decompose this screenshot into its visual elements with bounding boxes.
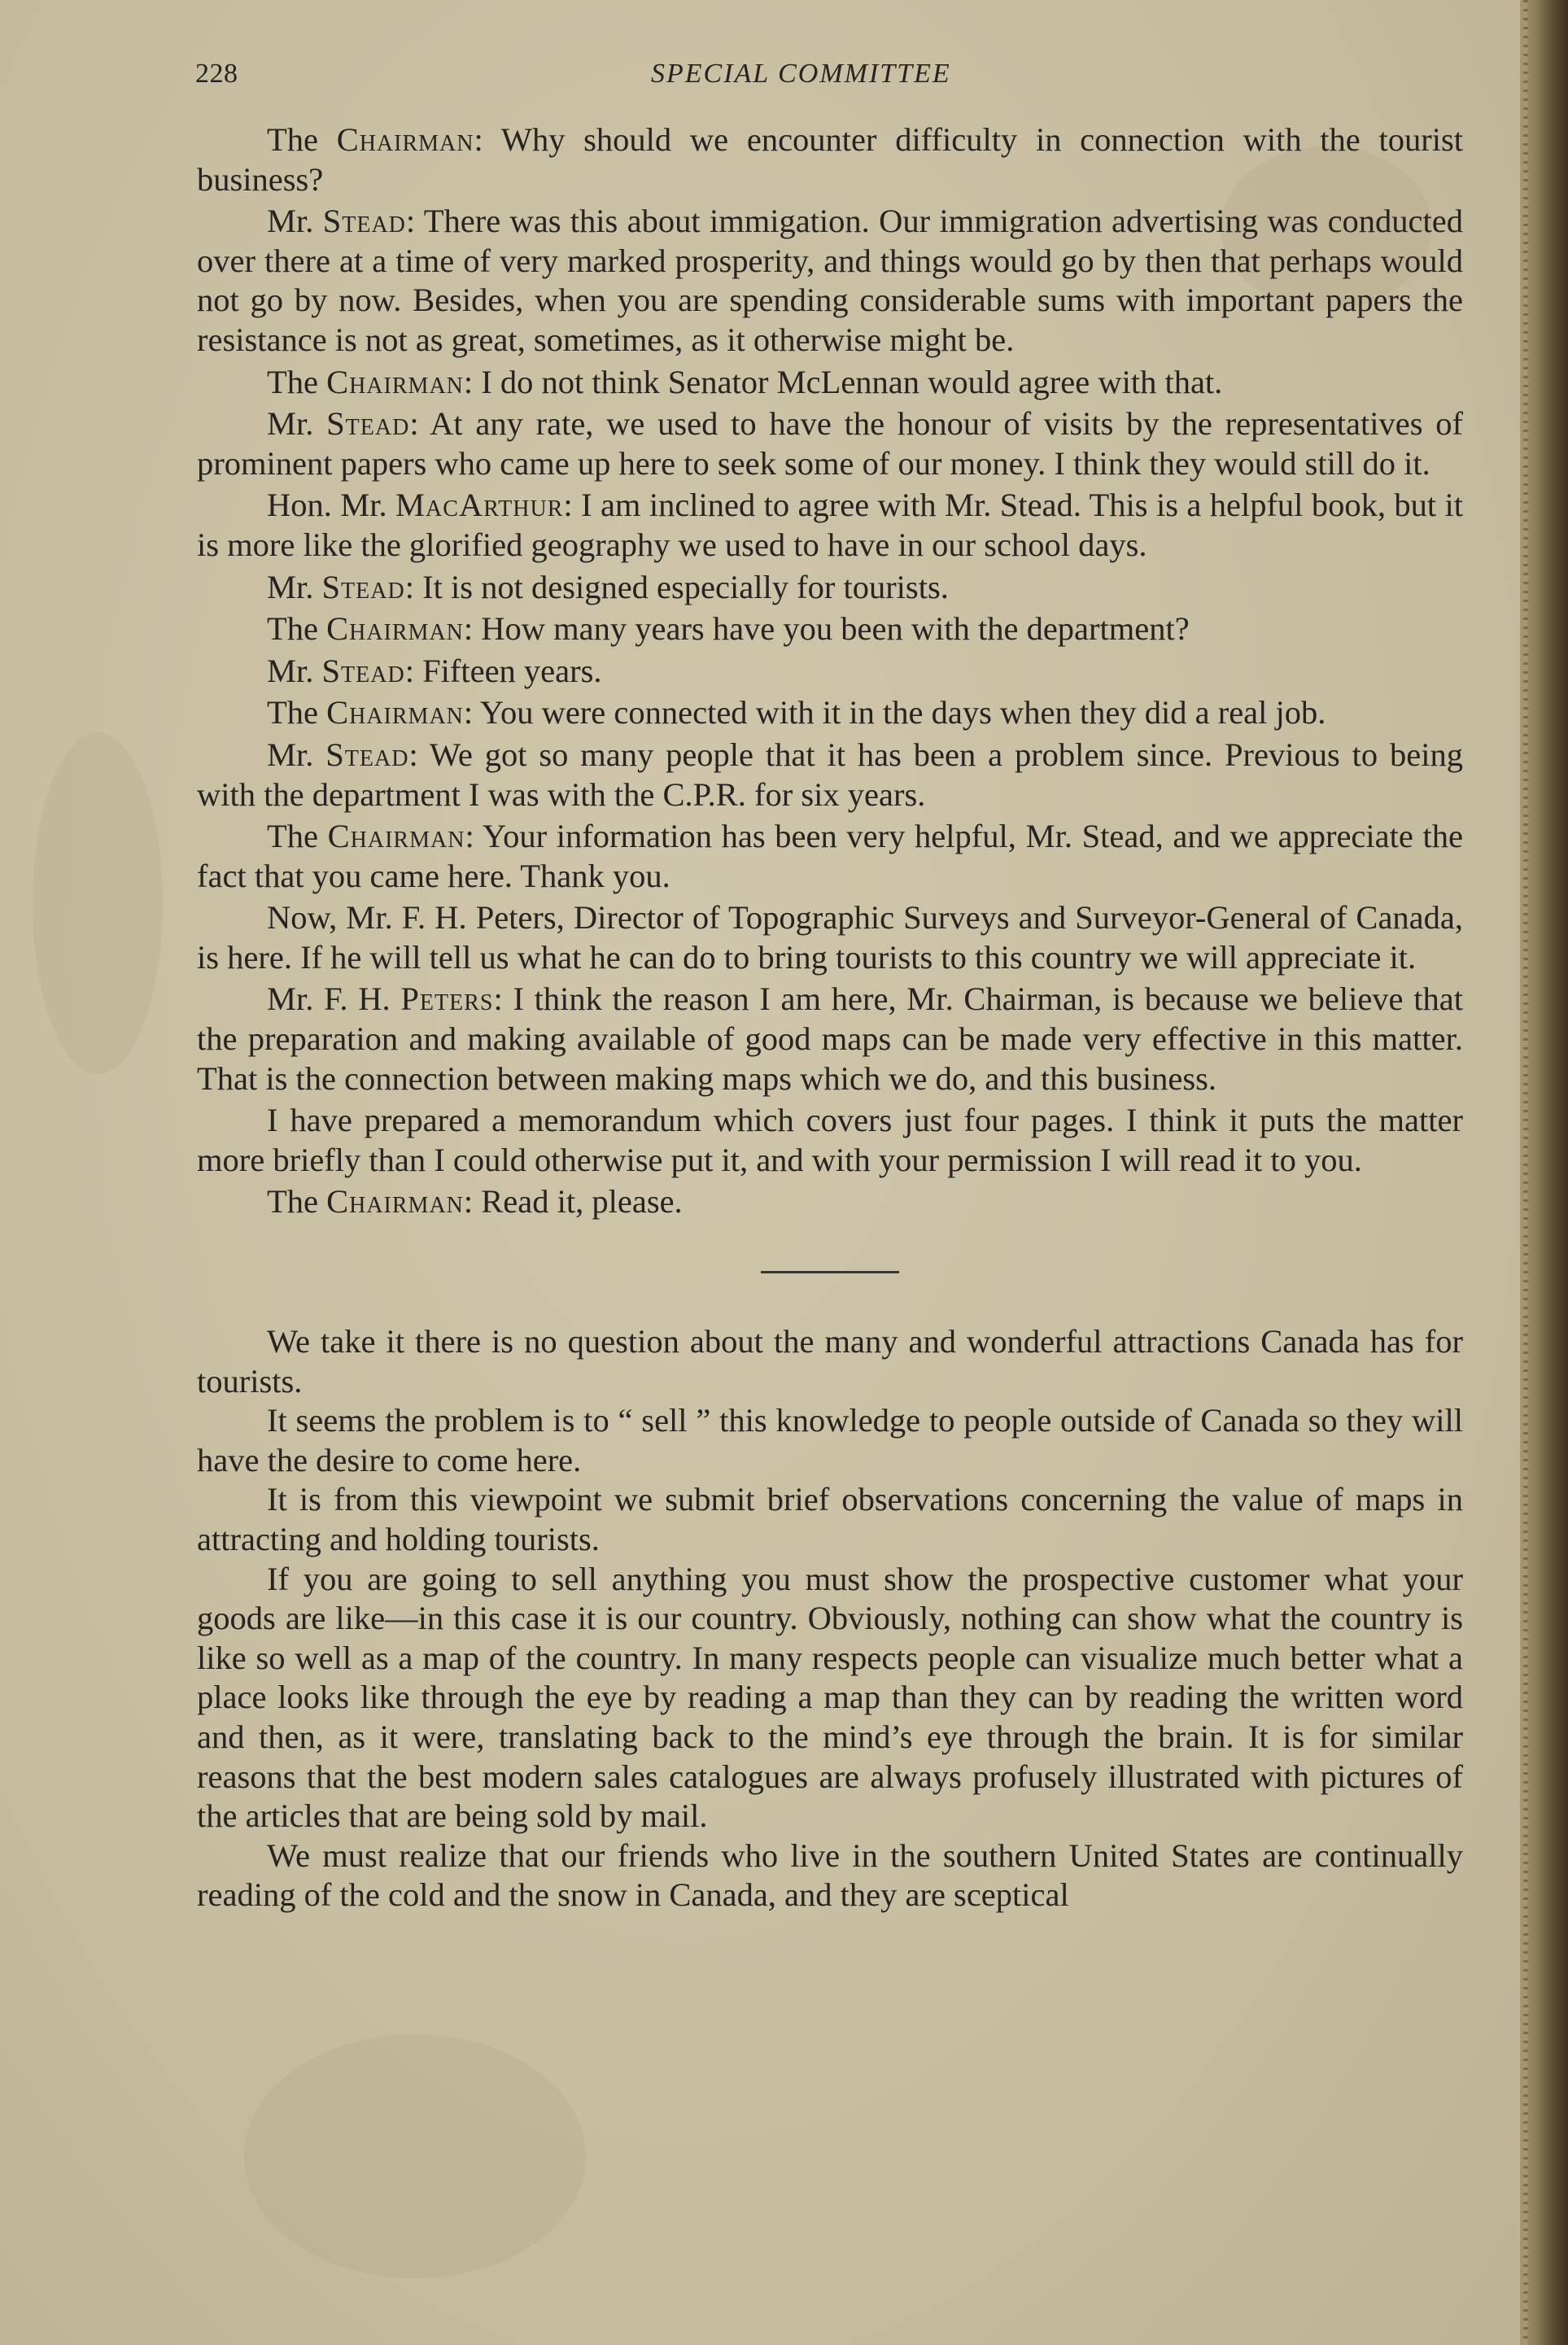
speaker-name: Chairman (326, 694, 464, 731)
book-spine-edge (1520, 0, 1568, 2345)
speaker-name: Stead (322, 203, 406, 240)
dialogue-paragraph: Mr. Stead: Fifteen years. (267, 652, 602, 689)
dialogue-paragraph: The Chairman: Read it, please. (267, 1183, 683, 1221)
memorandum-paragraph: It seems the problem is to “ sell ” this knowledge to people outside of Canada so they will have the desire to come here. (197, 1402, 1463, 1478)
speaker-name: Chairman (326, 610, 464, 648)
paper-stain (33, 732, 163, 1074)
memorandum-paragraph: If you are going to sell anything you must show the prospective customer what your goods are like—in this case it is our country. Obviously, nothing can show what the country is like so well as a map of the country. In many respects people can visualize much better what a place looks like through the eye by reading a map than they can by reading the written word and then, as it were, translating back to the mind’s eye through the brain. It is for similar reasons that the best modern sales catalogues are always profusely illustrated with pictures of the articles that are being sold by mail. (197, 1560, 1463, 1835)
page-header (195, 59, 1457, 107)
speaker-name: Stead (321, 652, 405, 689)
dialogue-paragraph: Hon. Mr. MacArthur: I am inclined to agree with Mr. Stead. This is a helpful book, but it is more like the glorified geography we used to have in our school days. (197, 487, 1463, 563)
page-body (197, 120, 1463, 1915)
speaker-name: Chairman (326, 1183, 464, 1221)
section-divider (761, 1271, 899, 1273)
committee-transcript (197, 120, 1463, 1222)
dialogue-paragraph: The Chairman: I do not think Senator McLennan would agree with that. (267, 363, 1223, 400)
speaker-name: Peters (400, 980, 494, 1018)
dialogue-paragraph: The Chairman: Why should we encounter difficulty in connection with the tourist business? (197, 121, 1463, 198)
dialogue-paragraph: The Chairman: How many years have you been with the department? (267, 610, 1190, 648)
dialogue-paragraph: Now, Mr. F. H. Peters, Director of Topographic Surveys and Surveyor-General of Canada, is here. If he will tell us what he can do to bring tourists to this country we will appreciate it. (197, 899, 1463, 976)
dialogue-paragraph: The Chairman: Your information has been very helpful, Mr. Stead, and we appreciate the fact that you came here. Thank you. (197, 818, 1464, 894)
speaker-name: MacArthur (395, 487, 564, 524)
memorandum-paragraph: It is from this viewpoint we submit brief observations concerning the value of maps in attracting and holding tourists. (197, 1481, 1463, 1557)
memorandum-paragraph: We take it there is no question about the many and wonderful attractions Canada has for tourists. (197, 1323, 1463, 1400)
paper-stain (244, 2034, 586, 2278)
dialogue-paragraph: Mr. F. H. Peters: I think the reason I am here, Mr. Chairman, is because we believe that the preparation and making available of good maps can be made very effective in this matter. That is the connection between making maps which we do, and this business. (197, 980, 1463, 1097)
dialogue-paragraph: Mr. Stead: At any rate, we used to have the honour of visits by the representatives of prominent papers who came up here to seek some of our money. I think they would still do it. (197, 405, 1463, 482)
speaker-name: Chairman (327, 818, 465, 855)
dialogue-paragraph: Mr. Stead: There was this about immigation. Our immigration advertising was conducted over there at a time of very marked prosperity, and things would go by then that perhaps would not go by now. Besides, when you are spending considerable sums with important papers the resistance is not as great, sometimes, as it otherwise might be. (197, 203, 1464, 358)
memorandum-paragraph: We must realize that our friends who live in the southern United States are continually reading of the cold and the snow in Canada, and they are sceptical (197, 1836, 1463, 1914)
running-head: SPECIAL COMMITTEE (651, 59, 951, 89)
speaker-name: Chairman (336, 121, 474, 158)
speaker-name: Stead (326, 405, 410, 443)
dialogue-paragraph: Mr. Stead: It is not designed especially for tourists. (267, 568, 949, 605)
dialogue-paragraph: I have prepared a memorandum which covers just four pages. I think it puts the matter more briefly than I could otherwise put it, and with your permission I will read it to you. (197, 1102, 1463, 1178)
speaker-name: Stead (321, 568, 405, 605)
page-number: 228 (195, 59, 238, 89)
memorandum (197, 1322, 1463, 1915)
dialogue-paragraph: Mr. Stead: We got so many people that it has been a problem since. Previous to being with the department I was with the C.P.R. for six years. (197, 736, 1463, 813)
speaker-name: Chairman (326, 363, 464, 400)
dialogue-paragraph: The Chairman: You were connected with it in the days when they did a real job. (267, 694, 1326, 731)
speaker-name: Stead (325, 736, 409, 773)
